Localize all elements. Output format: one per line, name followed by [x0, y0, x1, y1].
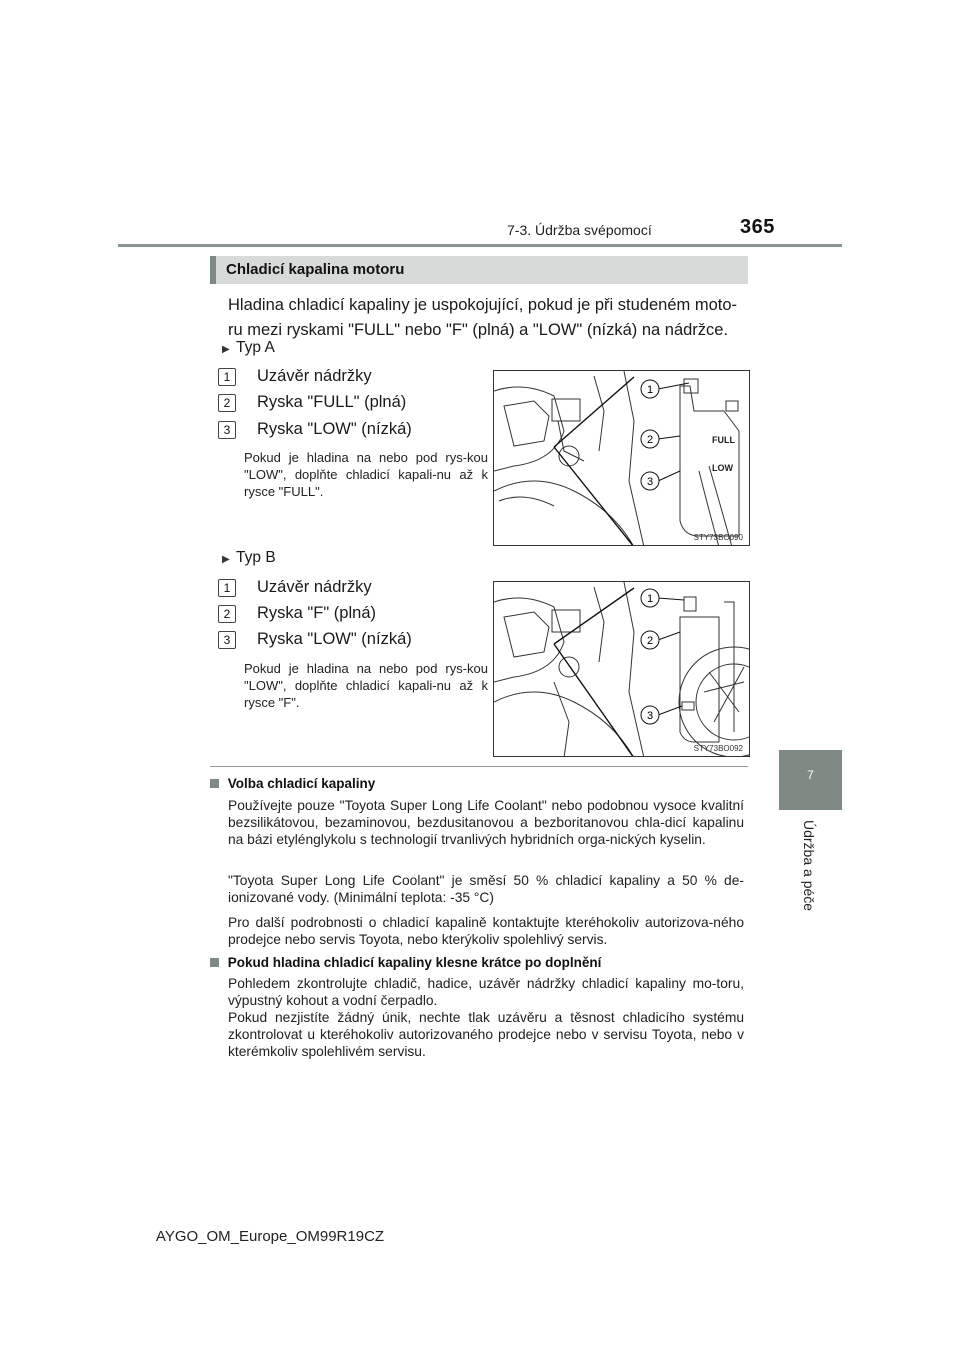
section-divider [210, 766, 748, 767]
type-a-figure [493, 370, 750, 546]
tank-mark-low: LOW [712, 463, 733, 473]
arrow-right-icon: ▶ [222, 344, 230, 355]
bullet-heading-level-drop [210, 955, 601, 970]
item-text: Uzávěr nádržky [257, 578, 372, 596]
callout-3: 3 [646, 476, 654, 488]
page-number: 365 [740, 216, 775, 238]
tank-mark-full: FULL [712, 435, 735, 445]
type-b-note: Pokud je hladina na nebo pod rys-kou "LOW", doplňte chladicí kapali-nu až k rysce "F". [244, 661, 488, 710]
number-badge: 3 [218, 421, 236, 439]
section-title-bar [210, 256, 748, 284]
chapter-number: 7 [807, 768, 814, 782]
item-text: Ryska "LOW" (nízká) [257, 420, 412, 438]
paragraph: Pro další podrobnosti o chladicí kapalině kontaktujte kteréhokoliv autorizova-ného prodejce nebo servis Toyota, nebo kterýkoliv spolehlivý servis. [228, 915, 744, 947]
type-b-label-text: Typ B [236, 549, 276, 566]
type-a-label [222, 339, 275, 357]
callout-2: 2 [646, 434, 654, 446]
arrow-right-icon: ▶ [222, 554, 230, 565]
section-title: Chladicí kapalina motoru [226, 261, 405, 278]
type-a-label-text: Typ A [236, 339, 275, 356]
intro-paragraph: Hladina chladicí kapaliny je uspokojující, pokud je při studeném moto-ru mezi ryskami "FULL" nebo "F" (plná) a "LOW" (nízká) na nádržce. [228, 296, 738, 339]
callout-2: 2 [646, 635, 654, 647]
type-b-figure [493, 581, 750, 757]
callout-1: 1 [646, 384, 654, 396]
engine-bay-illustration-b [494, 582, 750, 757]
number-badge: 2 [218, 605, 236, 623]
paragraph: Pokud nezjistíte žádný únik, nechte tlak uzávěru a těsnost chladicího systému zkontrolovat u kteréhokoliv autorizovaného prodejce nebo v servisu Toyota, nebo v kterémkoliv spolehlivém servisu. [228, 1010, 744, 1059]
bullet-heading-coolant-choice [210, 776, 375, 791]
type-a-note: Pokud je hladina na nebo pod rys-kou "LOW", doplňte chladicí kapali-nu až k rysce "FULL". [244, 450, 488, 499]
figure-code: STY73BO092 [693, 744, 743, 753]
engine-bay-illustration-a [494, 371, 750, 546]
paragraph: Používejte pouze "Toyota Super Long Life Coolant" nebo podobnou vysoce kvalitní bezsilikátovou, bezaminovou, bezdusitanovou a bezboritanovou chla-dicí kapalinu na bázi etylénglykolu s technologií trvanlivých hybridních orga-nických kyselin. [228, 798, 744, 847]
header-rule [118, 244, 842, 247]
paragraph: "Toyota Super Long Life Coolant" je směsí 50 % chladicí kapaliny a 50 % de-ionizované vody. (Minimální teplota: -35 °C) [228, 873, 744, 905]
number-badge: 3 [218, 631, 236, 649]
callout-1: 1 [646, 593, 654, 605]
figure-code: STY73BO090 [693, 533, 743, 542]
number-badge: 1 [218, 368, 236, 386]
square-bullet-icon [210, 779, 219, 788]
item-text: Ryska "F" (plná) [257, 604, 376, 622]
section-heading: 7-3. Údržba svépomocí [507, 222, 652, 238]
item-text: Ryska "LOW" (nízká) [257, 630, 412, 648]
chapter-title: Údržba a péče [801, 820, 817, 912]
number-badge: 1 [218, 579, 236, 597]
paragraph: Pohledem zkontrolujte chladič, hadice, uzávěr nádržky chladicí kapaliny mo-toru, výpustný kohout a vodní čerpadlo. [228, 976, 744, 1008]
item-text: Uzávěr nádržky [257, 367, 372, 385]
document-code-footer: AYGO_OM_Europe_OM99R19CZ [155, 1228, 385, 1245]
square-bullet-icon [210, 958, 219, 967]
section-marker [210, 256, 216, 284]
type-b-label [222, 549, 276, 567]
item-text: Ryska "FULL" (plná) [257, 393, 407, 411]
bullet-title: Volba chladicí kapaliny [227, 776, 376, 791]
callout-3: 3 [646, 710, 654, 722]
number-badge: 2 [218, 394, 236, 412]
chapter-tab [779, 750, 842, 810]
bullet-title: Pokud hladina chladicí kapaliny klesne krátce po doplnění [227, 955, 602, 970]
